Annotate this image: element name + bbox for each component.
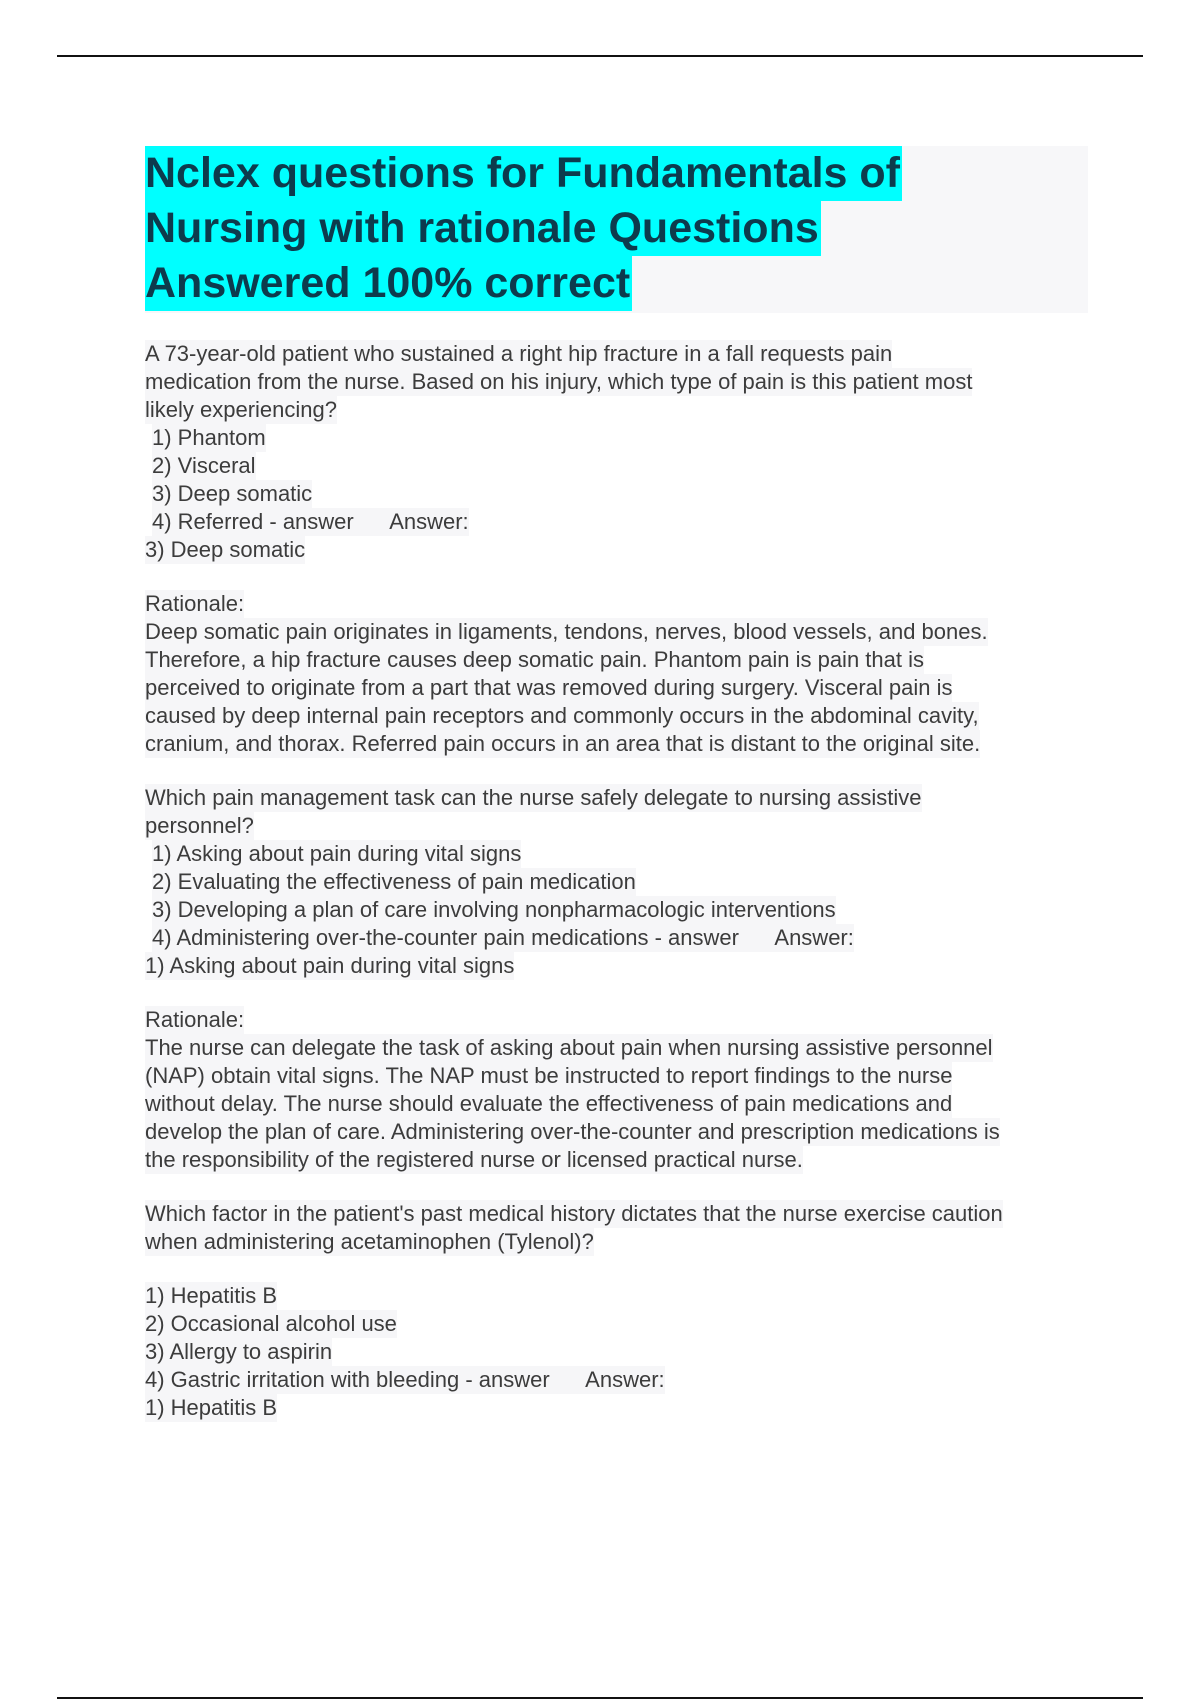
rationale-line: develop the plan of care. Administering over-the-counter and prescription medications is <box>145 1119 1000 1144</box>
rationale-line: Deep somatic pain originates in ligaments, tendons, nerves, blood vessels, and bones. <box>145 619 988 644</box>
answer-option: 1) Hepatitis B <box>145 1283 278 1308</box>
rationale-line: (NAP) obtain vital signs. The NAP must be instructed to report findings to the nurse <box>145 1063 953 1088</box>
question-stem-line: Which pain management task can the nurse safely delegate to nursing assistive <box>145 785 922 810</box>
answer-option: 1) Phantom <box>152 425 266 450</box>
title-line: Answered 100% correct <box>145 256 632 311</box>
answer-option: 2) Visceral <box>152 453 256 478</box>
question-stem-line: A 73-year-old patient who sustained a right hip fracture in a fall requests pain <box>145 341 893 366</box>
document-body <box>145 340 1105 1422</box>
title-line: Nursing with rationale Questions <box>145 201 821 256</box>
correct-answer: 1) Asking about pain during vital signs <box>145 953 515 978</box>
answer-option: 3) Developing a plan of care involving nonpharmacologic interventions <box>152 897 836 922</box>
answer-option: 3) Deep somatic <box>152 481 313 506</box>
bottom-rule <box>57 1697 1143 1699</box>
question-stem-line: likely experiencing? <box>145 397 337 422</box>
rationale-line: perceived to originate from a part that was removed during surgery. Visceral pain is <box>145 675 953 700</box>
rationale-line: without delay. The nurse should evaluate the effectiveness of pain medications and <box>145 1091 953 1116</box>
rationale-line: Therefore, a hip fracture causes deep somatic pain. Phantom pain is pain that is <box>145 647 924 672</box>
correct-answer: 3) Deep somatic <box>145 537 306 562</box>
question-3 <box>145 1200 1105 1422</box>
question-stem-line: personnel? <box>145 813 254 838</box>
title-line: Nclex questions for Fundamentals of <box>145 146 902 201</box>
rationale-label: Rationale: <box>145 591 245 616</box>
question-2 <box>145 784 1105 1174</box>
answer-option: 3) Allergy to aspirin <box>145 1339 333 1364</box>
top-rule <box>57 55 1143 57</box>
rationale-line: caused by deep internal pain receptors and commonly occurs in the abdominal cavity, <box>145 703 979 728</box>
rationale-line: the responsibility of the registered nurse or licensed practical nurse. <box>145 1147 803 1172</box>
rationale-label: Rationale: <box>145 1007 245 1032</box>
answer-option: 2) Evaluating the effectiveness of pain medication <box>152 869 636 894</box>
answer-option: 4) Referred - answer Answer: <box>152 509 469 534</box>
document-title <box>145 146 1088 313</box>
rationale-line: The nurse can delegate the task of asking about pain when nursing assistive personnel <box>145 1035 993 1060</box>
question-stem-line: Which factor in the patient's past medical history dictates that the nurse exercise caution <box>145 1201 1003 1226</box>
answer-option: 1) Asking about pain during vital signs <box>152 841 522 866</box>
answer-option: 2) Occasional alcohol use <box>145 1311 397 1336</box>
question-1 <box>145 340 1105 758</box>
answer-option: 4) Administering over-the-counter pain medications - answer Answer: <box>152 925 854 950</box>
question-stem-line: medication from the nurse. Based on his injury, which type of pain is this patient most <box>145 369 973 394</box>
question-stem-line: when administering acetaminophen (Tylenol)? <box>145 1229 594 1254</box>
correct-answer: 1) Hepatitis B <box>145 1395 278 1420</box>
rationale-line: cranium, and thorax. Referred pain occurs in an area that is distant to the original site. <box>145 731 981 756</box>
answer-option: 4) Gastric irritation with bleeding - answer Answer: <box>145 1367 665 1392</box>
